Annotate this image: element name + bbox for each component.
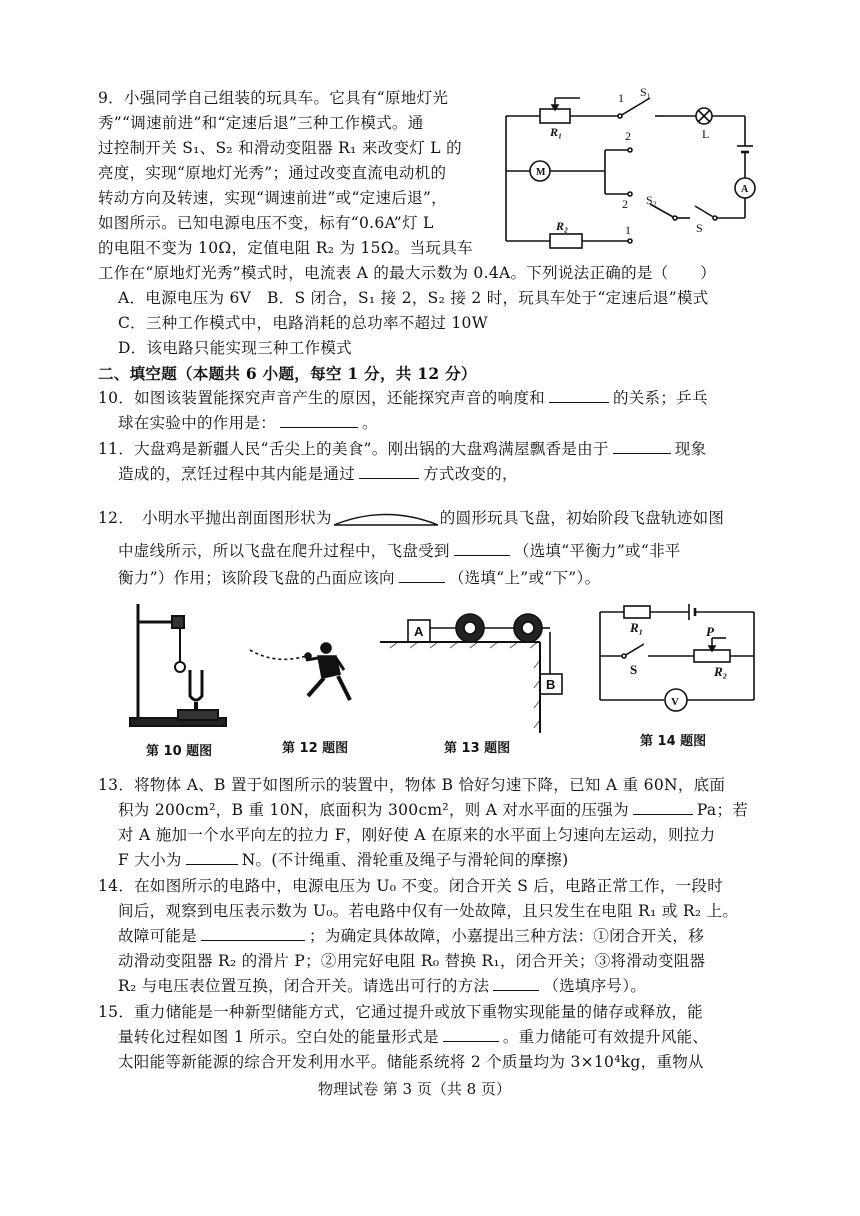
label-node-2a: 2 bbox=[625, 129, 631, 143]
q15-line-2 bbox=[118, 1025, 708, 1050]
q9-line-7: 的电阻不变为 10Ω，定值电阻 R₂ 为 15Ω。当玩具车 bbox=[98, 239, 473, 257]
q14-blank-2[interactable] bbox=[493, 976, 539, 991]
q11-line-2 bbox=[118, 462, 518, 487]
figure-13 bbox=[380, 608, 570, 733]
q13-line-1: 13．将物体 A、B 置于如图所示的装置中，物体 B 恰好匀速下降，已知 A 重 60N，底面 bbox=[98, 776, 726, 794]
q10-text-b: 的关系；乒乓 bbox=[612, 389, 708, 407]
frisbee-section-icon bbox=[332, 510, 440, 528]
label-f14-r1: R₁ bbox=[630, 620, 644, 635]
label-s2: S₂ bbox=[646, 193, 657, 207]
q12-text-d: （选填“平衡力”或“非平 bbox=[513, 542, 681, 560]
section-heading: 二、填空题（本题共 6 小题，每空 1 分，共 12 分） bbox=[98, 364, 477, 383]
caption-figure-12: 第 12 题图 bbox=[282, 741, 349, 756]
q9-option-d: D．该电路只能实现三种工作模式 bbox=[118, 339, 352, 357]
page-footer: 物理试卷 第 3 页（共 8 页） bbox=[318, 1080, 511, 1098]
q12-text-b: 的圆形玩具飞盘，初始阶段飞盘轨迹如图 bbox=[439, 509, 725, 527]
label-f14-r2: R₂ bbox=[714, 664, 728, 679]
q15-line-3: 太阳能等新能源的综合开发利用水平。储能系统将 2 个质量均为 3×10⁴kg，重物从 bbox=[118, 1053, 704, 1071]
label-r2: R₂ bbox=[556, 219, 569, 233]
caption-figure-14: 第 14 题图 bbox=[640, 734, 707, 749]
q12-blank-1[interactable] bbox=[454, 541, 510, 556]
q12-text-e: 衡力”）作用；该阶段飞盘的凸面应该向 bbox=[118, 569, 395, 587]
q9-line-6: 如图所示。已知电源电压不变，标有“0.6A”灯 L bbox=[98, 214, 434, 232]
r2-resistor bbox=[550, 234, 582, 248]
q9-option-ab: A．电源电压为 6V B．S 闭合，S₁ 接 2，S₂ 接 2 时，玩具车处于“定速后退”模式 bbox=[118, 289, 709, 307]
label-f14-p: P bbox=[706, 624, 714, 639]
q13-text-a: 积为 200cm²，B 重 10N，底面积为 300cm²，则 A 对水平面的压强为 bbox=[118, 801, 629, 819]
q15-text-b: 。重力储能可有效提升风能、 bbox=[502, 1028, 709, 1046]
q9-line-1: 9．小强同学自己组装的玩具车。它具有“原地灯光 bbox=[98, 89, 449, 107]
q12-line-1 bbox=[98, 506, 724, 531]
figure-12 bbox=[246, 630, 366, 710]
q13-line-3: 对 A 施加一个水平向左的拉力 F，刚好使 A 在原来的水平面上匀速向左运动，则拉力 bbox=[118, 826, 716, 844]
q13-blank-2[interactable] bbox=[186, 850, 238, 865]
figure-10 bbox=[128, 600, 228, 730]
label-m: M bbox=[536, 167, 546, 178]
label-s: S bbox=[696, 221, 703, 235]
q14-line-4: 动滑动变阻器 R₂ 的滑片 P；②用完好电阻 R₀ 替换 R₁，闭合开关；③将滑动变阻器 bbox=[118, 952, 706, 970]
q13-line-2 bbox=[118, 798, 748, 823]
q11-text-d: 方式改变的， bbox=[423, 465, 518, 483]
q9-option-c: C．三种工作模式中，电路消耗的总功率不超过 10W bbox=[118, 314, 488, 332]
q10-line-2 bbox=[118, 411, 378, 436]
q15-text-a: 量转化过程如图 1 所示。空白处的能量形式是 bbox=[118, 1028, 439, 1046]
q11-text-a: 11．大盘鸡是新疆人民“舌尖上的美食”。刚出锅的大盘鸡满屋飘香是由于 bbox=[98, 440, 609, 458]
q9-line-3: 过控制开关 S₁、S₂ 和滑动变阻器 R₁ 来改变灯 L 的 bbox=[98, 139, 462, 157]
q12-text-a: 12． 小明水平抛出剖面图形状为 bbox=[98, 509, 332, 527]
q11-blank-2[interactable] bbox=[359, 464, 419, 479]
q10-text-d: 。 bbox=[362, 414, 378, 432]
label-block-a: A bbox=[414, 624, 424, 639]
q14-blank-1[interactable] bbox=[201, 926, 305, 941]
q9-line-4: 亮度，实现“原地灯光秀”；通过改变直流电动机的 bbox=[98, 164, 447, 182]
q13-text-b: Pa；若 bbox=[696, 801, 749, 819]
label-node-2b: 2 bbox=[622, 197, 628, 211]
q10-line-1 bbox=[98, 386, 708, 411]
q12-line-3 bbox=[118, 566, 600, 591]
label-r1: R₁ bbox=[550, 125, 563, 139]
label-node-1b: 1 bbox=[625, 223, 631, 237]
q13-text-d: N。(不计绳重、滑轮重及绳子与滑轮间的摩擦) bbox=[241, 851, 569, 869]
figure-14 bbox=[594, 600, 764, 718]
q14-text-a: 故障可能是 bbox=[118, 927, 198, 945]
label-f14-v: V bbox=[671, 696, 679, 708]
q11-text-c: 造成的，烹饪过程中其内能是通过 bbox=[118, 465, 356, 483]
label-block-b: B bbox=[546, 677, 556, 692]
label-node-1a: 1 bbox=[618, 91, 624, 105]
q12-text-c: 中虚线所示，所以飞盘在爬升过程中，飞盘受到 bbox=[118, 542, 450, 560]
q11-line-1 bbox=[98, 437, 706, 462]
q14-line-3 bbox=[118, 924, 704, 949]
q14-line-2: 间后，观察到电压表示数为 U₀。若电路中仅有一处故障，且只发生在电阻 R₁ 或 R₂ 上。 bbox=[118, 902, 739, 920]
label-s1: S₁ bbox=[640, 85, 651, 99]
q10-blank-2[interactable] bbox=[280, 413, 358, 428]
q10-text-a: 10．如图该装置能探究声音产生的原因，还能探究声音的响度和 bbox=[98, 389, 545, 407]
q9-line-2: 秀”“调速前进”和“定速后退”三种工作模式。通 bbox=[98, 114, 424, 132]
q12-line-2 bbox=[118, 539, 681, 564]
q15-blank-1[interactable] bbox=[443, 1027, 499, 1042]
label-l: L bbox=[702, 127, 710, 141]
q11-text-b: 现象 bbox=[674, 440, 707, 458]
q11-blank-1[interactable] bbox=[613, 439, 671, 454]
q13-line-4 bbox=[118, 848, 568, 873]
f14-r1 bbox=[624, 606, 650, 618]
q14-text-c: R₂ 与电压表位置互换，闭合开关。请选出可行的方法 bbox=[118, 977, 490, 995]
q10-text-c: 球在实验中的作用是： bbox=[118, 414, 277, 432]
q15-line-1: 15．重力储能是一种新型储能方式，它通过提升或放下重物实现能量的储存或释放，能 bbox=[98, 1003, 703, 1021]
q14-line-1: 14．在如图所示的电路中，电源电压为 U₀ 不变。闭合开关 S 后，电路正常工作，一段时 bbox=[98, 877, 724, 895]
label-a: A bbox=[741, 184, 749, 195]
q14-text-b: ；为确定具体故障，小嘉提出三种方法：①闭合开关，移 bbox=[309, 927, 705, 945]
q14-line-5 bbox=[118, 974, 646, 999]
q14-text-d: （选填序号）。 bbox=[543, 977, 647, 995]
label-f14-s: S bbox=[630, 662, 638, 677]
q9-line-8: 工作在“原地灯光秀”模式时，电流表 A 的最大示数为 0.4A。下列说法正确的是（ ） bbox=[98, 264, 716, 282]
q9-line-5: 转动方向及转速，实现“调速前进”或“定速后退”， bbox=[98, 189, 447, 207]
caption-figure-10: 第 10 题图 bbox=[146, 744, 213, 759]
q13-blank-1[interactable] bbox=[633, 800, 693, 815]
q13-text-c: F 大小为 bbox=[118, 851, 182, 869]
q9-circuit-diagram bbox=[500, 78, 780, 253]
q12-text-f: （选填“上”或“下”）。 bbox=[448, 569, 601, 587]
caption-figure-13: 第 13 题图 bbox=[444, 741, 511, 756]
q12-blank-2[interactable] bbox=[399, 568, 445, 583]
q10-blank-1[interactable] bbox=[549, 388, 609, 403]
